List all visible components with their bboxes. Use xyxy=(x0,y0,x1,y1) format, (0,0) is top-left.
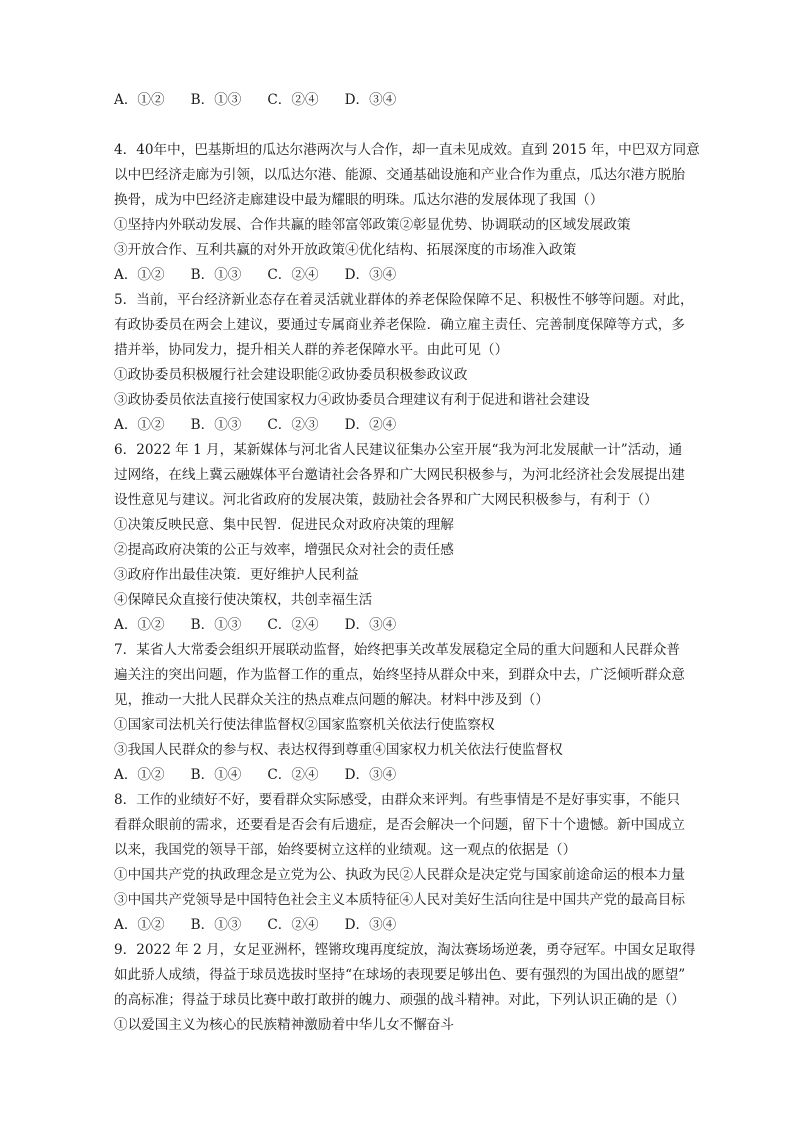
text-line: 看群众眼前的需求，还要看是否会有后遗症，是否会解决一个问题，留下十个遗憾。新中国成立 xyxy=(114,817,685,833)
option-d[interactable]: D．③④ xyxy=(344,267,397,283)
option-d[interactable]: D．③④ xyxy=(344,767,397,783)
option-a[interactable]: A．①② xyxy=(114,92,165,108)
text-line: 9．2022 年 2 月，女足亚洲杯，铿锵玫瑰再度绽放，淘汰赛场场逆袭，勇夺冠军。中国女足取得 xyxy=(114,942,696,958)
answer-options-row xyxy=(114,265,688,285)
text-line: ①中国共产党的执政理念是立党为公、执政为民②人民群众是决定党与国家前途命运的根本力量 xyxy=(114,867,685,883)
text-line: 8．工作的业绩好不好，要看群众实际感受，由群众来评判。有些事情是不是好事实事，不能只 xyxy=(114,792,680,808)
answer-options-row xyxy=(114,915,688,935)
text-line: 见，推动一大批人民群众关注的热点难点问题的解决。材料中涉及到（） xyxy=(114,692,549,708)
text-line: ①国家司法机关行使法律监督权②国家监察机关依法行使监察权 xyxy=(114,717,495,733)
text-line: 5．当前，平台经济新业态存在着灵活就业群体的养老保险保障不足、积极性不够等问题。对此， xyxy=(114,292,694,308)
option-b[interactable]: B．①③ xyxy=(190,617,242,633)
answer-options-row xyxy=(114,615,688,635)
text-line: ③我国人民群众的参与权、表达权得到尊重④国家权力机关依法行使监督权 xyxy=(114,742,563,758)
option-d[interactable]: D．③④ xyxy=(344,617,397,633)
option-c[interactable]: C．②④ xyxy=(267,617,319,633)
text-line: 以来，我国党的领导干部，始终要树立这样的业绩观。这一观点的依据是（） xyxy=(114,842,577,858)
option-a[interactable]: A．①② xyxy=(114,767,165,783)
text-line: 如此骄人成绩，得益于球员选拔时坚持“在球场的表现要足够出色、要有强烈的为国出战的愿望” xyxy=(114,967,686,983)
text-line: ④保障民众直接行使决策权，共创幸福生活 xyxy=(114,592,373,608)
text-line: ①以爱国主义为核心的民族精神激励着中华儿女不懈奋斗 xyxy=(114,1017,454,1033)
option-c[interactable]: C．②④ xyxy=(267,92,319,108)
text-line: ③开放合作、互利共赢的对外开放政策④优化结构、拓展深度的市场准入政策 xyxy=(114,242,577,258)
option-c[interactable]: C．②④ xyxy=(267,267,319,283)
text-line: ③政协委员依法直接行使国家权力④政协委员合理建议有利于促进和谐社会建设 xyxy=(114,392,590,408)
text-line: ①坚持内外联动发展、合作共赢的睦邻富邻政策②彰显优势、协调联动的区域发展政策 xyxy=(114,217,631,233)
text-line: 换骨，成为中巴经济走廊建设中最为耀眼的明珠。瓜达尔港的发展体现了我国（） xyxy=(114,192,604,208)
option-c[interactable]: C．②④ xyxy=(267,917,319,933)
text-line: 以中巴经济走廊为引领，以瓜达尔港、能源、交通基础设施和产业合作为重点，瓜达尔港方脱胎 xyxy=(114,167,685,183)
text-line: 6．2022 年 1 月，某新媒体与河北省人民建议征集办公室开展“我为河北发展献一计”活动，通 xyxy=(114,442,683,458)
text-line: ①决策反映民意、集中民智．促进民众对政府决策的理解 xyxy=(114,517,454,533)
text-line: 措并举，协同发力，提升相关人群的养老保障水平。由此可见（） xyxy=(114,342,509,358)
option-b[interactable]: B．①③ xyxy=(190,267,242,283)
option-a[interactable]: A．①② xyxy=(114,417,165,433)
text-line: 设性意见与建议。河北省政府的发展决策，鼓励社会各界和广大网民积极参与，有利于（） xyxy=(114,492,658,508)
option-a[interactable]: A．①② xyxy=(114,617,165,633)
option-d[interactable]: D．③④ xyxy=(344,917,397,933)
option-d[interactable]: D．③④ xyxy=(344,92,397,108)
text-line: 的高标准；得益于球员比赛中敢打敢拼的魄力、顽强的战斗精神。对此，下列认识正确的是（） xyxy=(114,992,685,1008)
option-b[interactable]: B．①③ xyxy=(190,92,242,108)
option-b[interactable]: B．①③ xyxy=(190,417,242,433)
text-line: ②提高政府决策的公正与效率，增强民众对社会的责任感 xyxy=(114,542,454,558)
text-line: ③政府作出最佳决策．更好维护人民利益 xyxy=(114,567,359,583)
option-a[interactable]: A．①② xyxy=(114,267,165,283)
option-d[interactable]: D．②④ xyxy=(344,417,397,433)
text-line: 4．40年中，巴基斯坦的瓜达尔港两次与人合作，却一直未见成效。直到 2015 年，中巴双方同意 xyxy=(114,142,700,158)
answer-options-row xyxy=(114,415,688,435)
option-a[interactable]: A．①② xyxy=(114,917,165,933)
option-b[interactable]: B．①③ xyxy=(190,917,242,933)
answer-options-row xyxy=(114,90,688,110)
answer-options-row xyxy=(114,765,688,785)
text-line: 7．某省人大常委会组织开展联动监督，始终把事关改革发展稳定全局的重大问题和人民群众普 xyxy=(114,642,680,658)
text-line: ①政协委员积极履行社会建设职能②政协委员积极参政议政 xyxy=(114,367,468,383)
text-line: 有政协委员在两会上建议，要通过专属商业养老保险．确立雇主责任、完善制度保障等方式，多 xyxy=(114,317,685,333)
option-c[interactable]: C．②④ xyxy=(267,767,319,783)
text-line: ③中国共产党领导是中国特色社会主义本质特征④人民对美好生活向往是中国共产党的最高目标 xyxy=(114,892,685,908)
text-line: 遍关注的突出问题，作为监督工作的重点，始终坚持从群众中来，到群众中去，广泛倾听群众意 xyxy=(114,667,685,683)
option-b[interactable]: B．①④ xyxy=(190,767,242,783)
option-c[interactable]: C．②③ xyxy=(267,417,319,433)
text-line: 过网络，在线上冀云融媒体平台邀请社会各界和广大网民积极参与，为河北经济社会发展提出建 xyxy=(114,467,685,483)
